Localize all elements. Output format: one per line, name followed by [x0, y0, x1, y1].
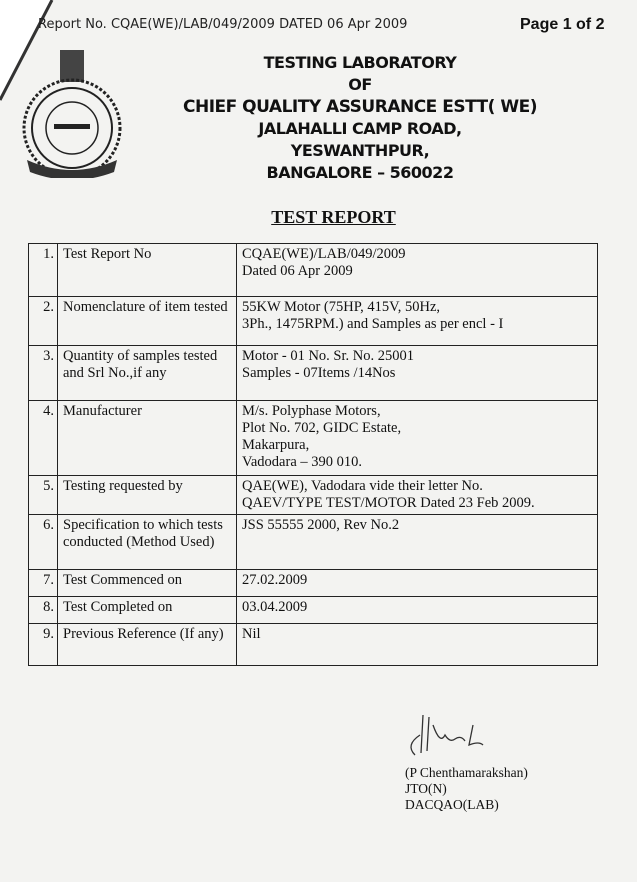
row-number: 6.	[29, 515, 58, 570]
table-row	[29, 346, 598, 401]
signatory-name: (P Chenthamarakshan)	[405, 765, 528, 780]
row-value	[237, 401, 598, 476]
value-line: 3Ph., 1475RPM.) and Samples as per encl - I	[242, 316, 504, 332]
address-line-3: BANGALORE – 560022	[266, 163, 454, 182]
value-line: Plot No. 702, GIDC Estate,	[242, 420, 402, 436]
row-number: 4.	[29, 401, 58, 476]
value-line: 27.02.2009	[242, 572, 308, 588]
row-label: Nomenclature of item tested	[58, 297, 237, 346]
row-label: Test Commenced on	[58, 570, 237, 597]
table-row	[29, 244, 598, 297]
row-value	[237, 570, 598, 597]
page-number: Page 1 of 2	[520, 16, 605, 33]
signatory-block	[405, 765, 528, 813]
table-row	[29, 401, 598, 476]
row-number: 5.	[29, 476, 58, 515]
table-row	[29, 297, 598, 346]
signatory-designation: JTO(N)	[405, 781, 447, 796]
table-row	[29, 476, 598, 515]
value-line: QAE(WE), Vadodara vide their letter No.	[242, 478, 483, 494]
value-line: Nil	[242, 626, 261, 642]
signatory-office: DACQAO(LAB)	[405, 797, 499, 812]
row-number: 8.	[29, 597, 58, 624]
value-line: JSS 55555 2000, Rev No.2	[242, 517, 400, 533]
table-row	[29, 515, 598, 570]
value-line: 55KW Motor (75HP, 415V, 50Hz,	[242, 299, 441, 315]
org-name: CHIEF QUALITY ASSURANCE ESTT( WE)	[183, 97, 537, 117]
report-details-table	[28, 243, 598, 666]
report-heading: TEST REPORT	[271, 207, 396, 227]
row-number: 9.	[29, 624, 58, 666]
value-line: M/s. Polyphase Motors,	[242, 403, 381, 419]
quality-assurance-navy-emblem	[2, 48, 142, 178]
row-label: Testing requested by	[58, 476, 237, 515]
row-label: Test Report No	[58, 244, 237, 297]
value-line: Vadodara – 390 010.	[242, 454, 363, 470]
value-line: Dated 06 Apr 2009	[242, 263, 353, 279]
row-label: Previous Reference (If any)	[58, 624, 237, 666]
row-label: Manufacturer	[58, 401, 237, 476]
row-value	[237, 346, 598, 401]
row-number: 1.	[29, 244, 58, 297]
row-number: 3.	[29, 346, 58, 401]
row-number: 7.	[29, 570, 58, 597]
address-line-1: JALAHALLI CAMP ROAD,	[258, 119, 462, 138]
report-number-header: Report No. CQAE(WE)/LAB/049/2009 DATED 06 Apr 2009	[38, 17, 408, 32]
value-line: Motor - 01 No. Sr. No. 25001	[242, 348, 414, 364]
value-line: QAEV/TYPE TEST/MOTOR Dated 23 Feb 2009.	[242, 495, 535, 511]
row-value	[237, 597, 598, 624]
value-line: Samples - 07Items /14Nos	[242, 365, 396, 381]
row-value	[237, 244, 598, 297]
table-row	[29, 570, 598, 597]
table-row	[29, 624, 598, 666]
row-value	[237, 297, 598, 346]
row-value	[237, 476, 598, 515]
value-line: 03.04.2009	[242, 599, 308, 615]
table-row	[29, 597, 598, 624]
value-line: CQAE(WE)/LAB/049/2009	[242, 246, 406, 262]
row-label: Quantity of samples tested and Srl No.,if any	[58, 346, 237, 401]
row-label: Specification to which tests conducted (Method Used)	[58, 515, 237, 570]
row-number: 2.	[29, 297, 58, 346]
signature	[395, 705, 505, 765]
lab-title-of: OF	[348, 75, 372, 94]
lab-title: TESTING LABORATORY	[263, 53, 457, 72]
value-line: Makarpura,	[242, 437, 310, 453]
address-line-2: YESWANTHPUR,	[290, 141, 430, 160]
row-label: Test Completed on	[58, 597, 237, 624]
row-value	[237, 515, 598, 570]
row-value	[237, 624, 598, 666]
